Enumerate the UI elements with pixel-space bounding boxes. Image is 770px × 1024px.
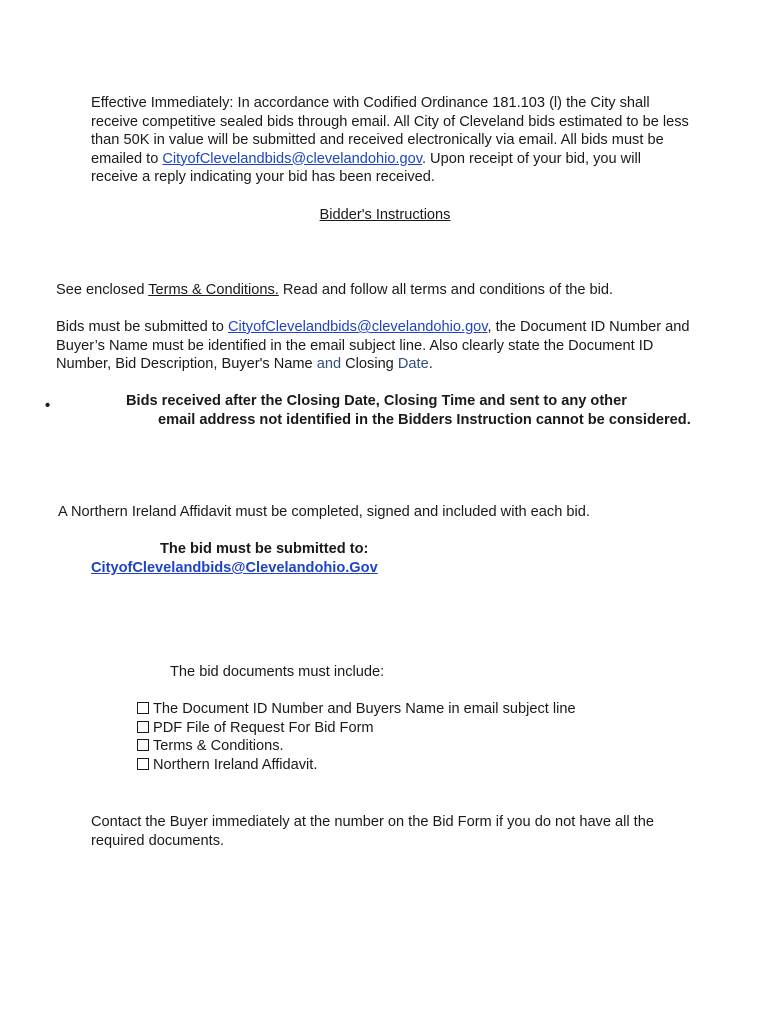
submission-email-link[interactable]: CityofClevelandbids@clevelandohio.gov <box>227 319 488 335</box>
include-title: The bid documents must include: <box>170 664 385 680</box>
required-documents-list <box>137 700 576 774</box>
list-item <box>137 756 576 775</box>
terms-paragraph <box>56 281 746 300</box>
checkbox-icon <box>137 739 149 751</box>
list-item-label: The Document ID Number and Buyers Name in email subject line <box>153 701 576 717</box>
list-item <box>137 737 576 756</box>
checkbox-icon <box>137 702 149 714</box>
submission-end: . <box>428 356 433 372</box>
contact-paragraph: Contact the Buyer immediately at the number on the Bid Form if you do not have all the required documents. <box>91 814 654 849</box>
submit-to-email <box>91 559 378 578</box>
submit-to-email-link[interactable]: CityofClevelandbids@Clevelandohio.Gov <box>91 560 378 576</box>
page-title: Bidder's Instructions <box>319 207 451 223</box>
bids-email-link[interactable]: CityofClevelandbids@clevelandohio.gov <box>162 150 422 167</box>
terms-text-before: See enclosed <box>56 282 149 298</box>
notice-text-after: . Upon receipt of your bid, you will receive a reply indicating your bid has been received. <box>91 150 641 185</box>
checkbox-icon <box>137 721 149 733</box>
submission-text-before: Bids must be submitted to <box>56 319 228 335</box>
submission-closing-word: Closing <box>341 356 398 372</box>
notice-paragraph <box>91 94 691 187</box>
submission-text-middle: , the Document ID Number and Buyer’s Name must be identified in the email subject line. Also clearly state the Document ID Number, Bid Description, Buyer's Name <box>56 319 690 372</box>
checkbox-icon <box>137 758 149 770</box>
warning-bullet: • <box>45 398 51 414</box>
submit-to-label: The bid must be submitted to: <box>160 541 369 557</box>
list-item-label: Terms & Conditions. <box>153 738 284 754</box>
notice-text-before: Effective Immediately: In accordance with Codified Ordinance 181.103 (l) the City shall receive competitive sealed bids through email. All City of Cleveland bids estimated to be less than 50K in value will be submitted and received electronically via email. All bids must be emailed to <box>91 95 689 167</box>
terms-text-after: Read and follow all terms and conditions of the bid. <box>278 282 614 298</box>
affidavit-paragraph: A Northern Ireland Affidavit must be completed, signed and included with each bid. <box>58 504 590 520</box>
late-bid-warning <box>126 392 716 429</box>
submission-paragraph <box>56 318 696 374</box>
submission-date-word: Date <box>397 356 429 372</box>
warning-line-1: Bids received after the Closing Date, Closing Time and sent to any other <box>126 393 627 409</box>
list-item <box>137 700 576 719</box>
terms-conditions-reference: Terms & Conditions. <box>148 282 279 298</box>
list-item <box>137 719 576 738</box>
warning-line-2: email address not identified in the Bidders Instruction cannot be considered. <box>158 411 691 428</box>
list-item-label: Northern Ireland Affidavit. <box>153 756 318 773</box>
list-item-label: PDF File of Request For Bid Form <box>153 719 374 736</box>
submission-and-word: and <box>316 356 342 372</box>
